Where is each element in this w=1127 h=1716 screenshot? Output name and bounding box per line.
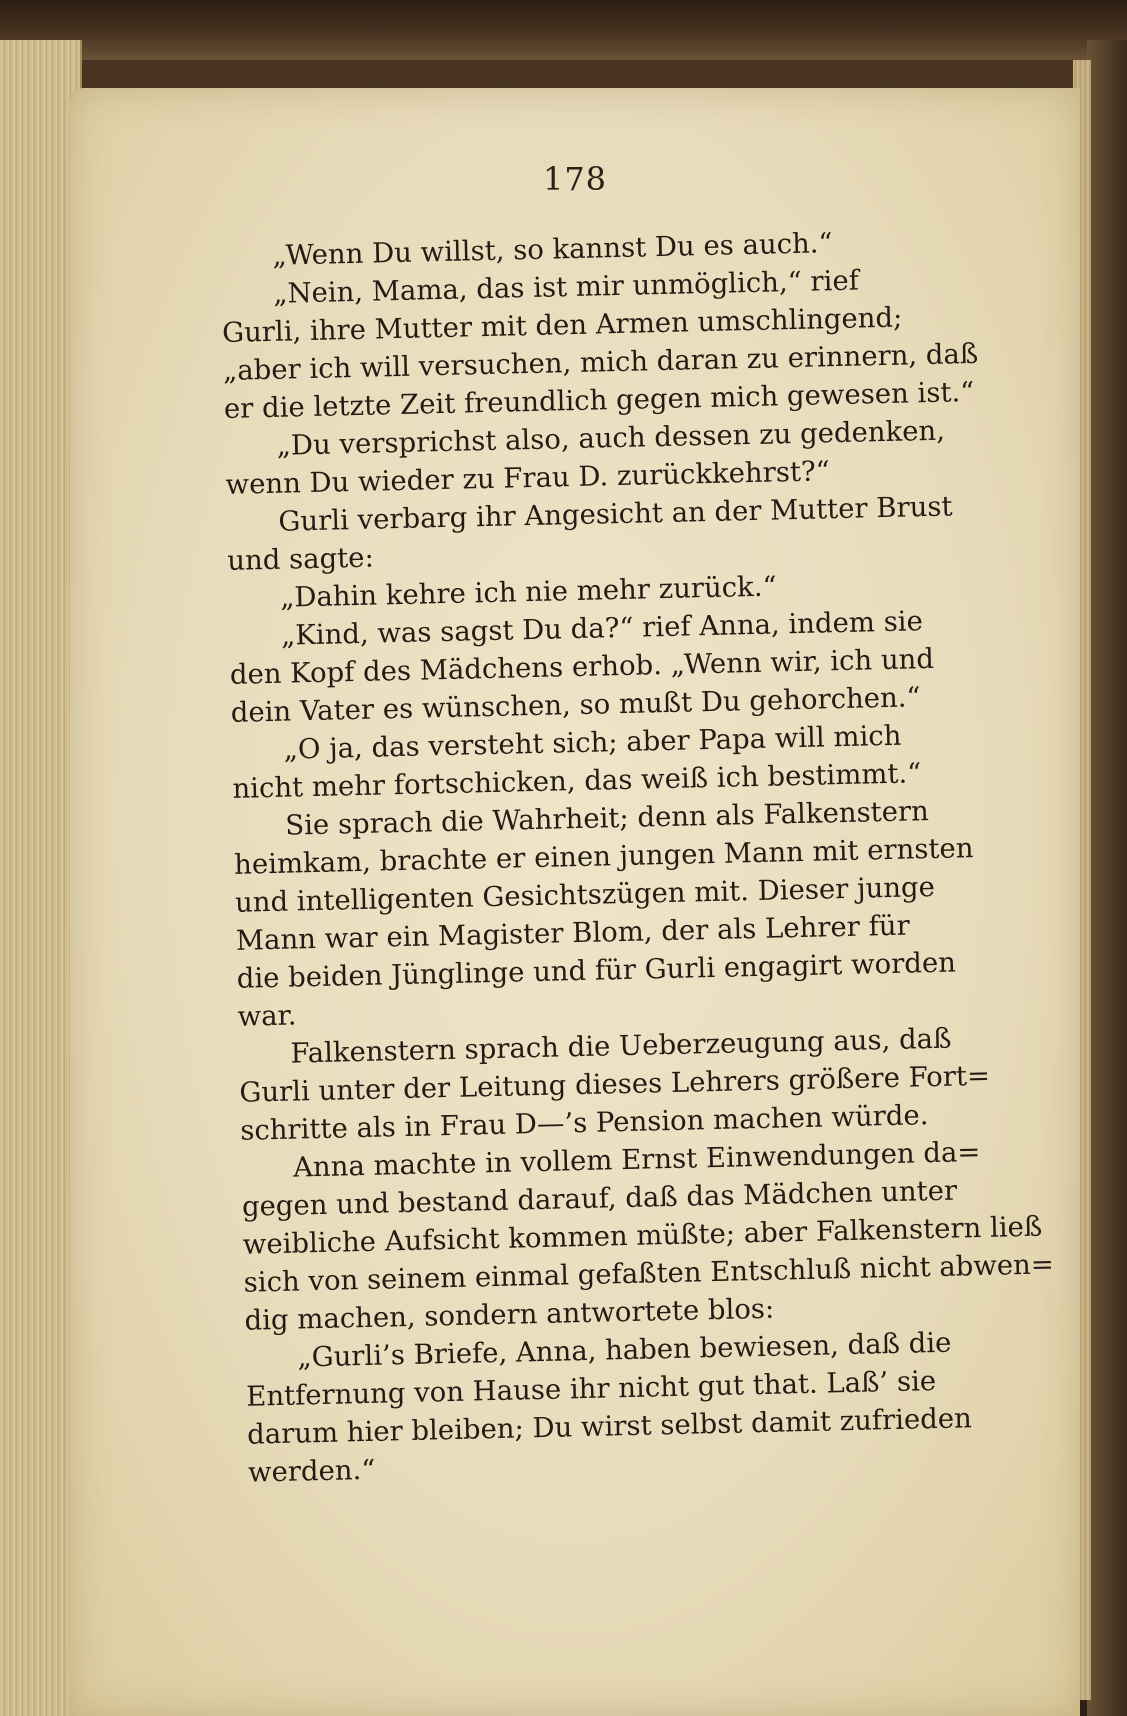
text-line: war. <box>237 999 297 1033</box>
text-line: „Dahin kehre ich nie mehr zurück.“ <box>279 570 777 614</box>
text-line: werden.“ <box>247 1453 376 1489</box>
book-cover-top <box>0 0 1127 60</box>
text-line: schritte als in Frau D—’s Pension machen würde. <box>239 1099 929 1147</box>
text-line: dein Vater es wünschen, so mußt Du gehorchen.“ <box>230 681 921 729</box>
text-line: er die letzte Zeit freundlich gegen mich gewesen ist.“ <box>223 375 975 425</box>
text-line: Mann war ein Magister Blom, der als Lehrer für <box>235 909 910 957</box>
text-line: Falkenstern sprach die Ueberzeugung aus, daß <box>290 1022 952 1070</box>
text-line: und sagte: <box>226 541 375 577</box>
text-line: gegen und bestand darauf, daß das Mädchen unter <box>241 1174 958 1223</box>
text-line: die beiden Jünglinge und für Gurli engagirt worden <box>236 946 957 995</box>
book-page <box>70 88 1080 1716</box>
text-line: „Gurli’s Briefe, Anna, haben bewiesen, daß die <box>297 1326 952 1374</box>
body-text <box>220 221 1055 1492</box>
text-line: „Kind, was sagst Du da?“ rief Anna, indem sie <box>280 605 924 652</box>
text-line: „Nein, Mama, das ist mir unmöglich,“ rief <box>272 264 860 310</box>
text-line: den Kopf des Mädchens erhob. „Wenn wir, ich und <box>229 642 935 691</box>
text-line: „Wenn Du willst, so kannst Du es auch.“ <box>272 227 833 272</box>
text-line: Sie sprach die Wahrheit; denn als Falkenstern <box>284 795 930 842</box>
text-line: weibliche Aufsicht kommen müßte; aber Falkenstern ließ <box>242 1210 1043 1261</box>
text-line: „O ja, das versteht sich; aber Papa will mich <box>283 719 902 766</box>
text-line: Gurli, ihre Mutter mit den Armen umschlingend; <box>221 301 903 349</box>
book-cover-right <box>1087 40 1127 1716</box>
text-line: „aber ich will versuchen, mich daran zu erinnern, daß <box>222 337 979 387</box>
text-line: darum hier bleiben; Du wirst selbst damit zufrieden <box>246 1402 973 1451</box>
text-line: Entfernung von Hause ihr nicht gut that. Laß’ sie <box>245 1365 937 1413</box>
text-line: sich von seinem einmal gefaßten Entschluß nicht abwen= <box>243 1248 1055 1299</box>
text-line: Gurli verbarg ihr Angesicht an der Mutter Brust <box>278 490 953 538</box>
text-line: Gurli unter der Leitung dieses Lehrers größere Fort= <box>239 1059 991 1109</box>
text-line: „Du versprichst also, auch dessen zu gedenken, <box>276 414 946 462</box>
page-number: 178 <box>542 160 608 198</box>
text-line: nicht mehr fortschicken, das weiß ich bestimmt.“ <box>232 757 922 805</box>
text-line: Anna machte in vollem Ernst Einwendungen da= <box>292 1135 981 1184</box>
text-line: dig machen, sondern antwortete blos: <box>244 1292 775 1337</box>
text-line: heimkam, brachte er einen jungen Mann mit ernsten <box>233 832 974 881</box>
text-line: und intelligenten Gesichtszügen mit. Dieser junge <box>234 870 936 919</box>
text-line: wenn Du wieder zu Frau D. zurückkehrst?“ <box>225 455 831 501</box>
